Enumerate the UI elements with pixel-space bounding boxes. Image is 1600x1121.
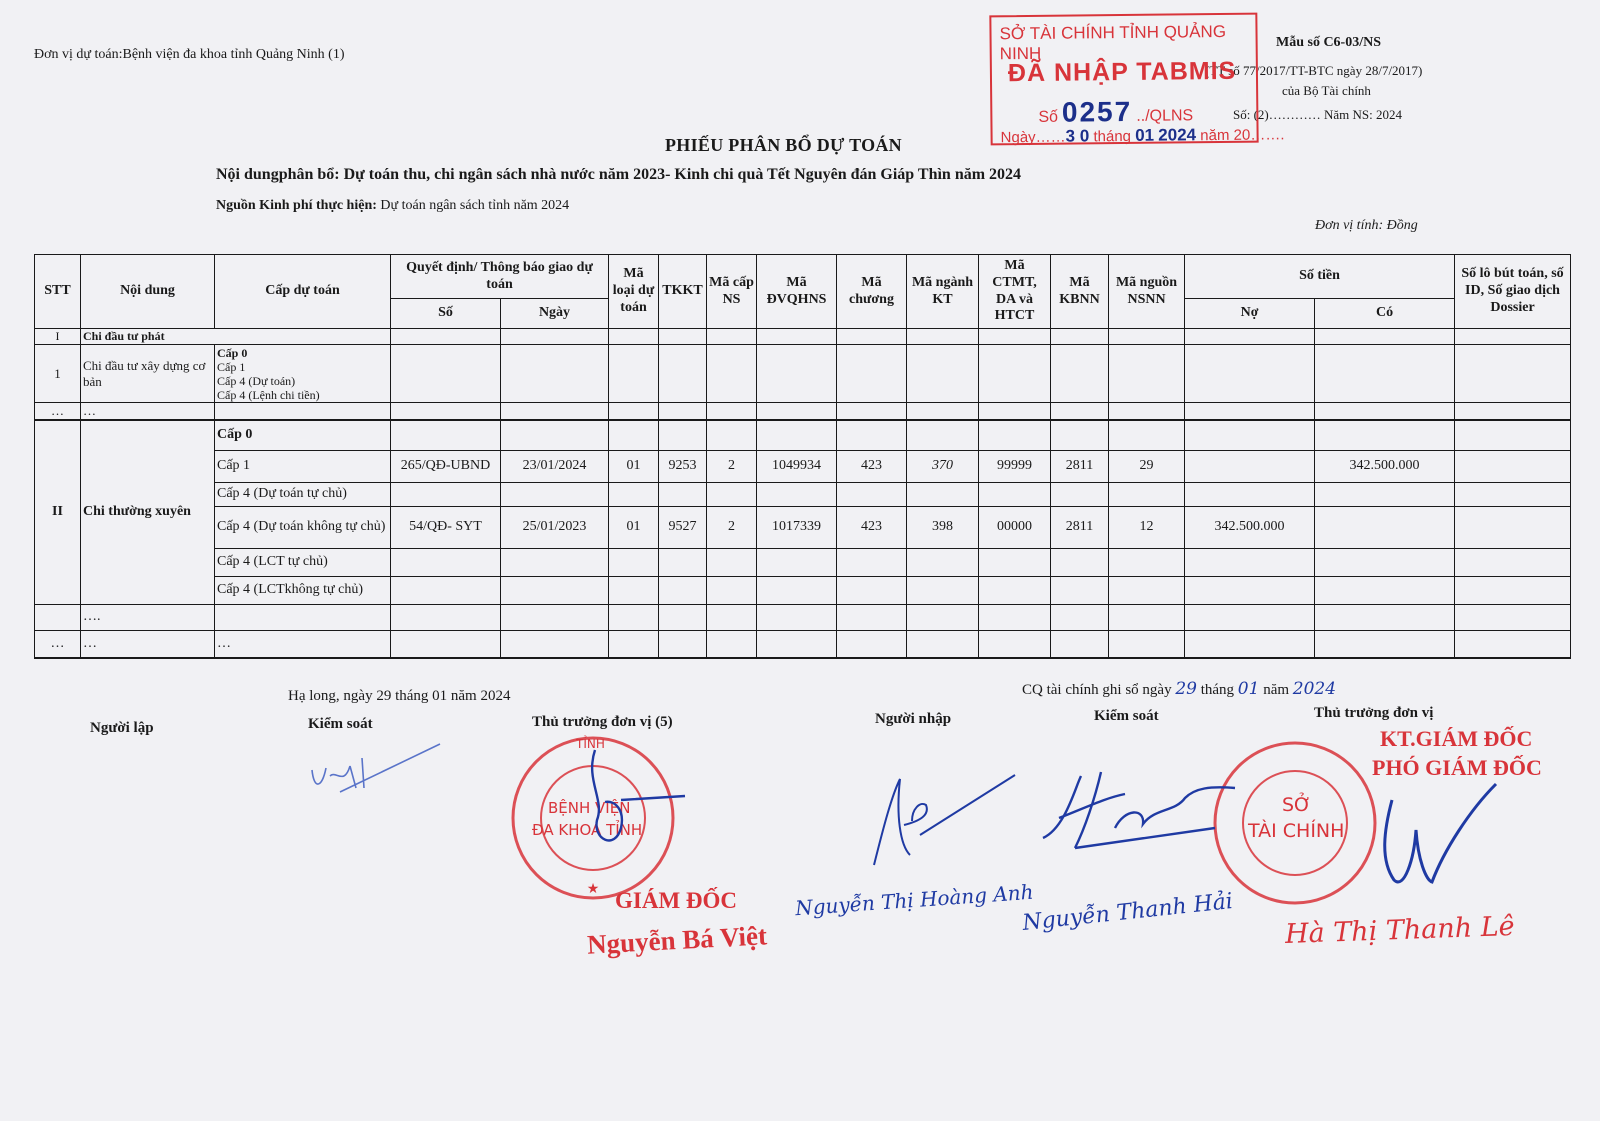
- header-quyet-dinh: Quyết định/ Thông báo giao dự toán: [391, 255, 609, 299]
- giam-doc-signature-icon: [575, 740, 695, 860]
- table-cell: II: [35, 420, 81, 604]
- nguoi-lap-title: Người lập: [90, 720, 154, 736]
- table-cell: …: [35, 403, 81, 421]
- currency-unit: Đơn vị tính: Đồng: [1315, 218, 1418, 233]
- finance-seal: SỞ TÀI CHÍNH: [1210, 738, 1380, 908]
- header-ma-loai: Mã loại dự toán: [609, 255, 659, 329]
- table-cell: …: [81, 403, 215, 421]
- header-cap-du-toan: Cấp dự toán: [215, 255, 391, 329]
- header-ma-chuong: Mã chương: [837, 255, 907, 329]
- header-ngay: Ngày: [501, 299, 609, 329]
- header-ma-cap-ns: Mã cấp NS: [707, 255, 757, 329]
- place-date: Hạ long, ngày 29 tháng 01 năm 2024: [288, 688, 511, 704]
- table-row: Cấp 4 (Dự toán không tự chủ) 54/QĐ- SYT 25/01/2023 01 9527 2 1017339 423 398 00000 2811 12 342.500.000: [35, 506, 1571, 548]
- kiem-soat-signature-icon: [300, 730, 450, 800]
- tabmis-stamp: [989, 13, 1285, 147]
- stamp-status: ĐÃ NHẬP TABMIS: [1007, 56, 1237, 88]
- header-ma-kbnn: Mã KBNN: [1051, 255, 1109, 329]
- allocation-table: [34, 254, 1571, 659]
- table-cell: Cấp 4 (Dự toán tự chủ): [215, 482, 391, 506]
- table-cell: …: [215, 630, 391, 658]
- table-cell: Cấp 4 (LCTkhông tự chủ): [215, 576, 391, 604]
- table-cell: Cấp 0: [215, 420, 391, 450]
- stamp-date-line: Ngày……3 0 tháng 01 2024 năm 20…….: [1000, 125, 1285, 147]
- nguoi-nhap-signature-icon: [860, 765, 1020, 875]
- unit-line: Đơn vị dự toán:Bệnh viện đa khoa tỉnh Quảng Ninh (1): [34, 47, 345, 62]
- page-title: PHIẾU PHÂN BỔ DỰ TOÁN: [665, 135, 902, 155]
- hospital-seal: ★ TỈNH BỆNH VIỆN ĐA KHOA TỈNH: [508, 733, 678, 903]
- nguoi-nhap-title: Người nhập: [875, 711, 952, 727]
- circular-reference: (TT số 77/2017/TT-BTC ngày 28/7/2017): [1205, 63, 1423, 78]
- header-ma-dvqhns: Mã ĐVQHNS: [757, 255, 837, 329]
- nguoi-nhap-name: Nguyễn Thị Hoàng Anh: [794, 879, 1035, 921]
- header-so-lo: Số lô bút toán, số ID, Số giao dịch Dossier: [1455, 255, 1571, 329]
- thu-truong-5-title: Thủ trưởng đơn vị (5): [532, 714, 673, 730]
- giam-doc-label: GIÁM ĐỐC: [615, 888, 738, 913]
- header-tkkt: TKKT: [659, 255, 707, 329]
- header-co: Có: [1315, 299, 1455, 329]
- table-cell: …: [35, 630, 81, 658]
- pho-giam-doc-signature-icon: [1370, 770, 1510, 910]
- header-so-tien: Số tiền: [1185, 255, 1455, 299]
- pho-giam-doc-label: PHÓ GIÁM ĐỐC: [1372, 755, 1542, 780]
- pho-giam-doc-name: Hà Thị Thanh Lê: [1284, 911, 1516, 950]
- header-ma-nguon: Mã nguồn NSNN: [1109, 255, 1185, 329]
- kiem-soat-2-signature-icon: [1035, 768, 1245, 858]
- form-number: Mẫu số C6-03/NS: [1276, 35, 1382, 50]
- kt-giam-doc-label: KT.GIÁM ĐỐC: [1380, 726, 1533, 751]
- svg-text:★: ★: [586, 881, 600, 897]
- table-cell: 1: [35, 345, 81, 403]
- kiem-soat-2-title: Kiểm soát: [1094, 708, 1159, 724]
- stamp-number-line: Số 0257 ../QLNS: [1038, 95, 1194, 128]
- table-cell-cap-list: Cấp 0 Cấp 1 Cấp 4 (Dự toán) Cấp 4 (Lệnh chi tiền): [215, 345, 391, 403]
- table-cell: …: [81, 630, 215, 658]
- table-row: Cấp 1 265/QĐ-UBND 23/01/2024 01 9253 2 1049934 423 370 99999 2811 29 342.500.000: [35, 450, 1571, 482]
- kiem-soat-name: Nguyễn Thanh Hải: [1021, 889, 1234, 936]
- table-cell: Cấp 4 (LCT tự chủ): [215, 548, 391, 576]
- stamp-agency: SỞ TÀI CHÍNH TỈNH QUẢNG NINH: [999, 21, 1227, 64]
- giam-doc-name: Nguyễn Bá Việt: [586, 920, 768, 960]
- header-so: Số: [391, 299, 501, 329]
- stamp-number: 0257: [1061, 95, 1133, 128]
- document-number: Số: (2)………… Năm NS: 2024: [1233, 107, 1402, 122]
- table-cell: I: [35, 329, 81, 345]
- content-line: Nội dungphân bổ: Dự toán thu, chi ngân sách nhà nước năm 2023- Kinh chi quà Tết Nguyên đán Giáp Thìn năm 2024: [216, 166, 1022, 183]
- table-cell: ….: [81, 604, 215, 630]
- header-noi-dung: Nội dung: [81, 255, 215, 329]
- header-ma-nganh: Mã ngành KT: [907, 255, 979, 329]
- table-cell: Chi đầu tư phát: [81, 329, 391, 345]
- funding-source-line: Nguồn Kinh phí thực hiện: Dự toán ngân sách tỉnh năm 2024: [216, 198, 570, 213]
- header-stt: STT: [35, 255, 81, 329]
- ministry-label: của Bộ Tài chính: [1282, 83, 1371, 98]
- header-ma-ctmt: Mã CTMT, DA và HTCT: [979, 255, 1051, 329]
- kiem-soat-title: Kiểm soát: [308, 716, 373, 732]
- table-cell: Chi thường xuyên: [81, 420, 215, 604]
- thu-truong-title: Thủ trưởng đơn vị: [1314, 705, 1434, 721]
- finance-record-date: CQ tài chính ghi sổ ngày 29 tháng 01 năm 2024: [1022, 679, 1337, 699]
- table-cell: Chi đầu tư xây dựng cơ bản: [81, 345, 215, 403]
- header-no: Nợ: [1185, 299, 1315, 329]
